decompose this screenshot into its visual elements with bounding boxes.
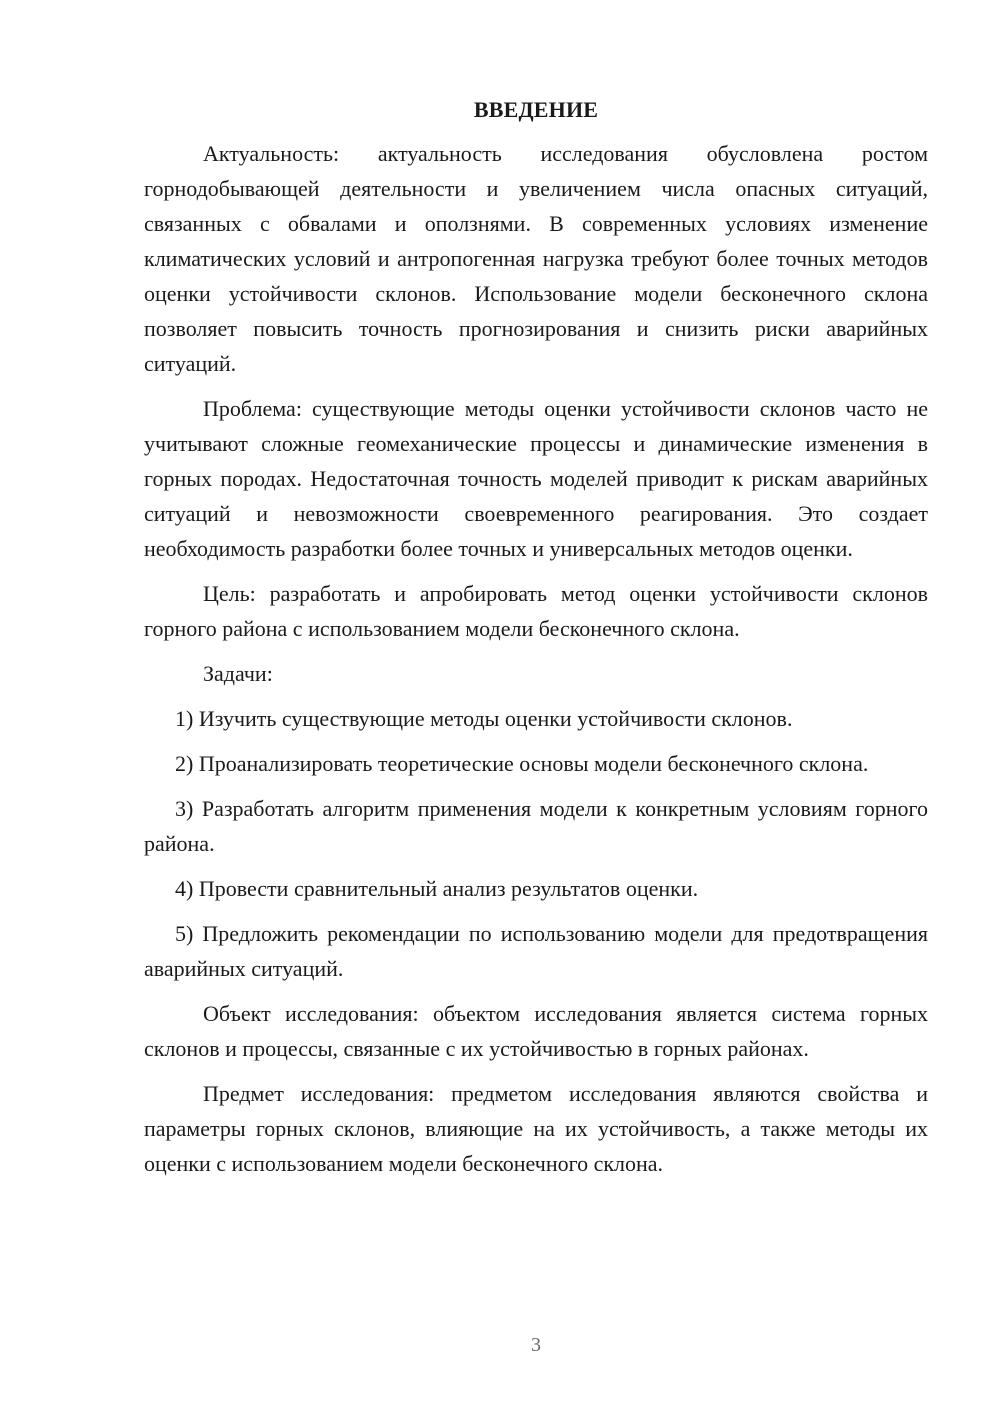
- list-item: 3) Разработать алгоритм применения модели к конкретным условиям горного района.: [144, 796, 928, 856]
- tasks-title: Задачи:: [203, 661, 273, 686]
- list-item: 1) Изучить существующие методы оценки устойчивости склонов.: [175, 706, 793, 731]
- page-title: ВВЕДЕНИЕ: [473, 97, 599, 122]
- paragraph-problem: Проблема: существующие методы оценки устойчивости склонов часто не учитывают сложные геомеханические процессы и динамические изменения в горных породах. Недостаточная точность моделей приводит к рискам аварийных ситуаций и невозможности своевременного реагирования. Это создает необходимость разработки более точных и универсальных методов оценки.: [144, 396, 928, 561]
- tasks-list: [144, 701, 928, 986]
- paragraph-goal: Цель: разработать и апробировать метод оценки устойчивости склонов горного района с использованием модели бесконечного склона.: [144, 581, 928, 641]
- list-item: 4) Провести сравнительный анализ результатов оценки.: [175, 876, 699, 901]
- paragraph-object: Объект исследования: объектом исследования является система горных склонов и процессы, связанные с их устойчивостью в горных районах.: [144, 1001, 928, 1061]
- document-page: [144, 96, 928, 1181]
- paragraph-subject: Предмет исследования: предметом исследования являются свойства и параметры горных склонов, влияющие на их устойчивость, а также методы их оценки с использованием модели бесконечного склона.: [144, 1081, 928, 1176]
- page-number: 3: [531, 1334, 541, 1356]
- paragraph-relevance: Актуальность: актуальность исследования обусловлена ростом горнодобывающей деятельности и увеличением числа опасных ситуаций, связанных с обвалами и оползнями. В современных условиях изменение климатических условий и антропогенная нагрузка требуют более точных методов оценки устойчивости склонов. Использование модели бесконечного склона позволяет повысить точность прогнозирования и снизить риски аварийных ситуаций.: [144, 141, 928, 376]
- list-item: 2) Проанализировать теоретические основы модели бесконечного склона.: [175, 751, 869, 776]
- list-item: 5) Предложить рекомендации по использованию модели для предотвращения аварийных ситуаций.: [144, 921, 928, 981]
